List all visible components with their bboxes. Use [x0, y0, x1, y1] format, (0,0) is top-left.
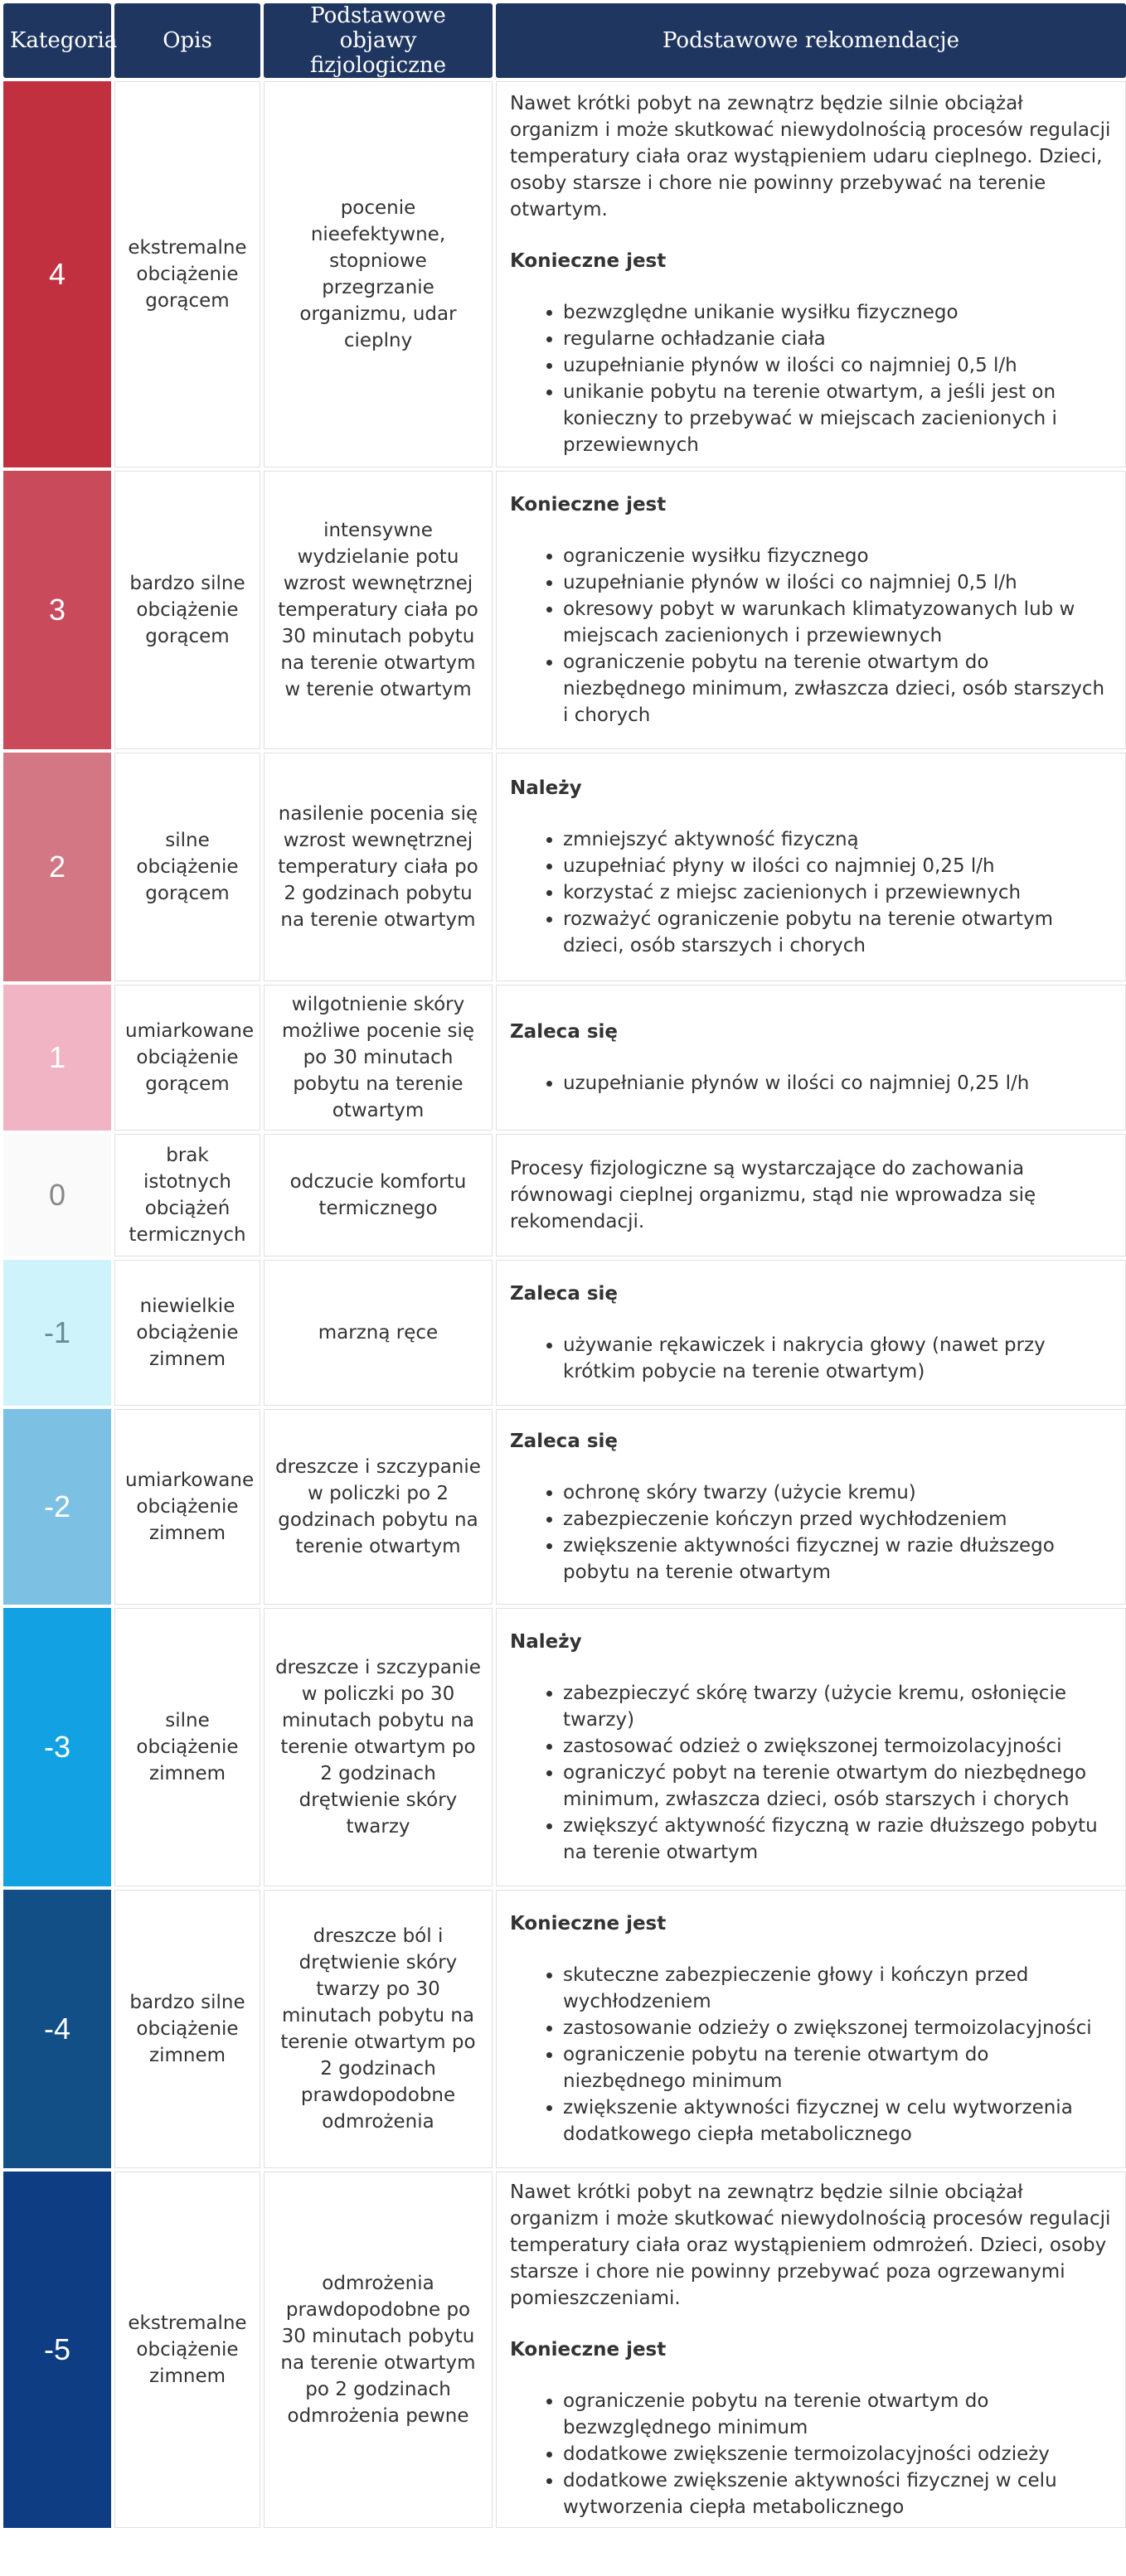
list-item: • okresowy pobyt w warunkach klimatyzowanych lub w miejscach zacienionych i przewiewnych — [563, 596, 1112, 649]
category-cell: -5 — [3, 2172, 111, 2528]
table-row — [3, 1260, 1126, 1406]
recommendations-cell — [496, 1134, 1126, 1257]
list-item: • regularne ochładzanie ciała — [563, 326, 1112, 352]
table-row — [3, 1409, 1126, 1605]
recommendation-list — [510, 826, 1112, 959]
table-row — [3, 2172, 1126, 2528]
list-item: • rozważyć ograniczenie pobytu na terenie otwartym dzieci, osób starszych i chorych — [563, 906, 1112, 959]
description-cell: ekstremalne obciążenie zimnem — [114, 2172, 260, 2528]
category-cell: -4 — [3, 1890, 111, 2168]
category-cell: 2 — [3, 753, 111, 981]
symptoms-cell: dreszcze i szczypanie w policzki po 30 minutach pobytu na terenie otwartym po 2 godzinach drętwienie skóry twarzy — [264, 1608, 493, 1886]
recommendation-list — [510, 2388, 1112, 2520]
symptoms-cell: marzną ręce — [264, 1260, 493, 1406]
symptoms-cell: dreszcze ból i drętwienie skóry twarzy po 30 minutach pobytu na terenie otwartym po 2 godzinach prawdopodobne odmrożenia — [264, 1890, 493, 2168]
description-cell: ekstremalne obciążenie gorącem — [114, 81, 260, 467]
description-cell: silne obciążenie gorącem — [114, 753, 260, 981]
list-item: • korzystać z miejsc zacienionych i przewiewnych — [563, 879, 1112, 906]
table-row — [3, 81, 1126, 467]
table-row — [3, 1608, 1126, 1886]
description-cell: silne obciążenie zimnem — [114, 1608, 260, 1886]
recommendation-list — [510, 299, 1112, 458]
description-cell: umiarkowane obciążenie gorącem — [114, 985, 260, 1131]
recommendation-list — [510, 1479, 1112, 1586]
symptoms-cell: odczucie komfortu termicznego — [264, 1134, 493, 1257]
table-row — [3, 471, 1126, 749]
symptoms-cell: pocenie nieefektywne, stopniowe przegrzanie organizmu, udar cieplny — [264, 81, 493, 467]
recommendation-list — [510, 1962, 1112, 2147]
table-body — [3, 81, 1126, 2528]
recommendations-cell — [496, 985, 1126, 1131]
list-item: • unikanie pobytu na terenie otwartym, a jeśli jest on konieczny to przebywać w miejscach zacienionych i przewiewnych — [563, 379, 1112, 458]
recommendation-list — [510, 1070, 1112, 1097]
list-item: • ograniczenie wysiłku fizycznego — [563, 543, 1112, 569]
table-row — [3, 1134, 1126, 1257]
list-item: • zwiększyć aktywność fizyczną w razie dłuższego pobytu na terenie otwartym — [563, 1813, 1112, 1866]
list-item: • uzupełnianie płynów w ilości co najmniej 0,5 l/h — [563, 569, 1112, 596]
symptoms-cell: intensywne wydzielanie potu wzrost wewnętrznej temperatury ciała po 30 minutach pobytu na terenie otwartym w terenie otwartym — [264, 471, 493, 749]
list-item: • zabezpieczyć skórę twarzy (użycie kremu, osłonięcie twarzy) — [563, 1680, 1112, 1733]
symptoms-cell: odmrożenia prawdopodobne po 30 minutach pobytu na terenie otwartym po 2 godzinach odmrożenia pewne — [264, 2172, 493, 2528]
list-item: • dodatkowe zwiększenie termoizolacyjności odzieży — [563, 2441, 1112, 2467]
list-item: • uzupełnianie płynów w ilości co najmniej 0,25 l/h — [563, 1070, 1112, 1097]
description-cell: niewielkie obciążenie zimnem — [114, 1260, 260, 1406]
list-item: • skuteczne zabezpieczenie głowy i kończyn przed wychłodzeniem — [563, 1962, 1112, 2015]
description-cell: bardzo silne obciążenie zimnem — [114, 1890, 260, 2168]
symptoms-cell: wilgotnienie skóry możliwe pocenie się po 30 minutach pobytu na terenie otwartym — [264, 985, 493, 1131]
list-item: • dodatkowe zwiększenie aktywności fizycznej w celu wytworzenia ciepła metabolicznego — [563, 2467, 1112, 2520]
list-item: • uzupełniać płyny w ilości co najmniej 0,25 l/h — [563, 853, 1112, 879]
table-row — [3, 753, 1126, 981]
recommendation-lead: Zaleca się — [510, 1431, 619, 1452]
category-cell: 3 — [3, 471, 111, 749]
recommendation-lead: Należy — [510, 777, 582, 799]
list-item: • bezwzględne unikanie wysiłku fizycznego — [563, 299, 1112, 326]
category-cell: -1 — [3, 1260, 111, 1406]
recommendations-cell — [496, 2172, 1126, 2528]
category-cell: 0 — [3, 1134, 111, 1257]
symptoms-cell: dreszcze i szczypanie w policzki po 2 godzinach pobytu na terenie otwartym — [264, 1409, 493, 1605]
list-item: • uzupełnianie płynów w ilości co najmniej 0,5 l/h — [563, 352, 1112, 379]
header-recommendations: Podstawowe rekomendacje — [496, 3, 1126, 78]
list-item: • zabezpieczenie kończyn przed wychłodzeniem — [563, 1506, 1112, 1533]
list-item: • ograniczenie pobytu na terenie otwartym do bezwzględnego minimum — [563, 2388, 1112, 2441]
recommendation-lead: Zaleca się — [510, 1283, 619, 1305]
recommendations-cell — [496, 471, 1126, 749]
recommendation-intro: Nawet krótki pobyt na zewnątrz będzie silnie obciążał organizm i może skutkować niewydolnością procesów regulacji temperatury ciała oraz wystąpieniem odmrożeń. Dzieci, osoby starsze i chore nie powinny przebywać poza ogrzewanymi pomieszczeniami. — [510, 2181, 1111, 2309]
recommendation-lead: Konieczne jest — [510, 1913, 667, 1934]
list-item: • ograniczenie pobytu na terenie otwartym do niezbędnego minimum, zwłaszcza dzieci, osób starszych i chorych — [563, 649, 1112, 729]
list-item: • zwiększenie aktywności fizycznej w razie dłuższego pobytu na terenie otwartym — [563, 1533, 1112, 1586]
list-item: • zastosować odzież o zwiększonej termoizolacyjności — [563, 1733, 1112, 1760]
list-item: • ochronę skóry twarzy (użycie kremu) — [563, 1479, 1112, 1506]
list-item: • zastosowanie odzieży o zwiększonej termoizolacyjności — [563, 2015, 1112, 2041]
description-cell: bardzo silne obciążenie gorącem — [114, 471, 260, 749]
recommendations-cell — [496, 1890, 1126, 2168]
recommendation-lead: Konieczne jest — [510, 494, 667, 516]
category-cell: 4 — [3, 81, 111, 467]
list-item: • używanie rękawiczek i nakrycia głowy (nawet przy krótkim pobycie na terenie otwartym) — [563, 1332, 1112, 1385]
category-cell: -3 — [3, 1608, 111, 1886]
recommendation-intro: Nawet krótki pobyt na zewnątrz będzie silnie obciążał organizm i może skutkować niewydolnością procesów regulacji temperatury ciała oraz wystąpieniem udaru cieplnego. Dzieci, osoby starsze i chore nie powinny przebywać na terenie otwartym. — [510, 93, 1111, 220]
list-item: • zmniejszyć aktywność fizyczną — [563, 826, 1112, 853]
recommendations-cell — [496, 81, 1126, 467]
list-item: • zwiększenie aktywności fizycznej w celu wytworzenia dodatkowego ciepła metabolicznego — [563, 2094, 1112, 2147]
recommendation-list — [510, 1332, 1112, 1385]
header-description: Opis — [114, 3, 260, 78]
symptoms-cell: nasilenie pocenia się wzrost wewnętrznej temperatury ciała po 2 godzinach pobytu na terenie otwartym — [264, 753, 493, 981]
recommendation-list — [510, 1680, 1112, 1866]
recommendations-cell — [496, 1409, 1126, 1605]
header-category: Kategoria — [3, 3, 111, 78]
recommendations-cell — [496, 1260, 1126, 1406]
recommendation-list — [510, 543, 1112, 729]
list-item: • ograniczyć pobyt na terenie otwartym do niezbędnego minimum, zwłaszcza dzieci, osób starszych i chorych — [563, 1760, 1112, 1813]
recommendations-cell — [496, 753, 1126, 981]
header-symptoms: Podstawowe objawy fizjologiczne — [264, 3, 493, 78]
recommendation-lead: Należy — [510, 1631, 582, 1653]
list-item: • ograniczenie pobytu na terenie otwartym do niezbędnego minimum — [563, 2041, 1112, 2094]
category-cell: -2 — [3, 1409, 111, 1605]
description-cell: umiarkowane obciążenie zimnem — [114, 1409, 260, 1605]
category-cell: 1 — [3, 985, 111, 1131]
recommendation-lead: Konieczne jest — [510, 2339, 667, 2361]
table-row — [3, 1890, 1126, 2168]
recommendation-lead: Zaleca się — [510, 1021, 619, 1043]
recommendation-lead: Konieczne jest — [510, 250, 667, 272]
description-cell: brak istotnych obciążeń termicznych — [114, 1134, 260, 1257]
table-row — [3, 985, 1126, 1131]
recommendation-intro: Procesy fizjologiczne są wystarczające do zachowania równowagi cieplnej organizmu, stąd nie wprowadza się rekomendacji. — [510, 1158, 1036, 1232]
recommendations-cell — [496, 1608, 1126, 1886]
table-header-row — [3, 3, 1126, 78]
